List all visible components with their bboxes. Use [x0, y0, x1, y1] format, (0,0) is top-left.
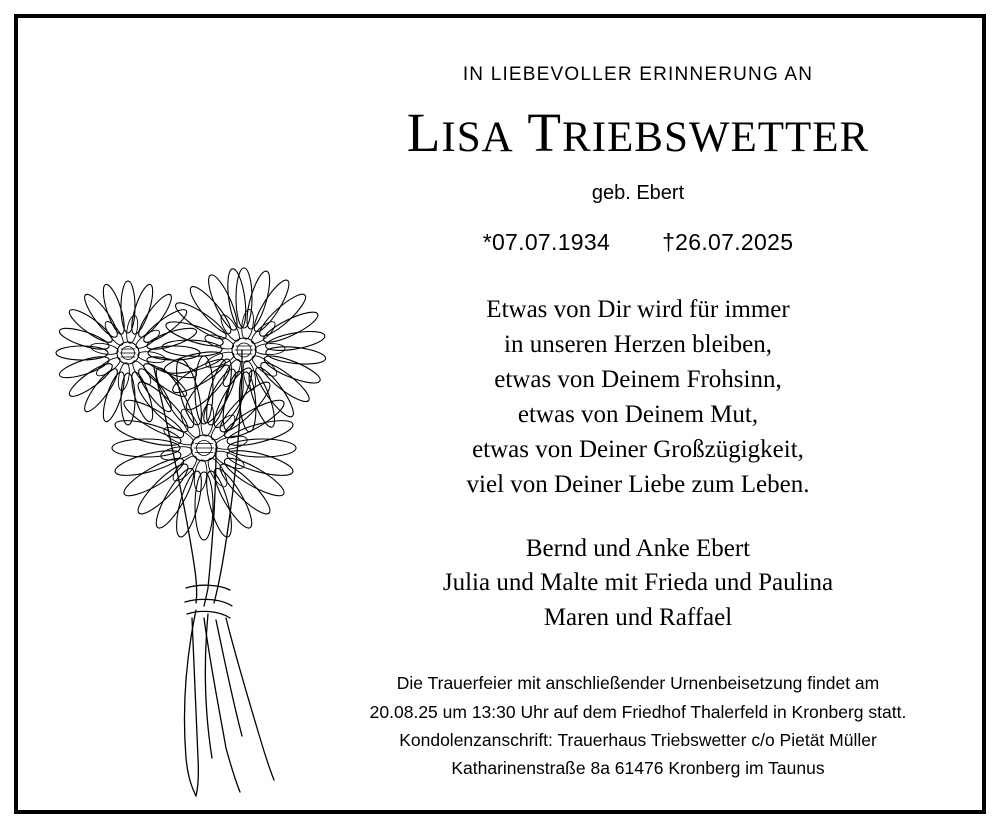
family-line: Bernd und Anke Ebert — [525, 534, 751, 562]
detail-line: Die Trauerfeier mit anschließender Urnenbeisetzung findet am — [396, 673, 880, 694]
name-last-rest: RIEBSWETTER — [562, 114, 870, 161]
obituary-border-frame — [14, 14, 986, 814]
daisy-upper-right — [162, 268, 326, 433]
daisy-lower-center — [112, 356, 296, 540]
detail-line: Kondolenzanschrift: Trauerhaus Triebswetter c/o Pietät Müller — [399, 729, 877, 750]
family-line: Julia und Malte mit Frieda und Paulina — [442, 569, 834, 597]
poem-line: etwas von Deiner Großzügigkeit, — [472, 435, 804, 463]
family-names — [318, 532, 958, 636]
name-first-rest: ISA — [441, 114, 514, 161]
name-first-initial: L — [406, 102, 442, 163]
detail-line: 20.08.25 um 13:30 Uhr auf dem Friedhof Thalerfeld in Kronberg statt. — [369, 701, 907, 722]
life-dates — [318, 229, 958, 256]
maiden-name: geb. Ebert — [591, 181, 685, 204]
birth-date: *07.07.1934 — [482, 228, 611, 255]
obituary-text-column — [318, 18, 958, 783]
death-date: †26.07.2025 — [662, 228, 794, 255]
poem-line: etwas von Deinem Mut, — [517, 400, 759, 428]
poem-line: in unseren Herzen bleiben, — [504, 330, 772, 358]
detail-line: Katharinenstraße 8a 61476 Kronberg im Taunus — [451, 758, 825, 779]
deceased-name — [318, 104, 958, 162]
family-line: Maren und Raffael — [543, 603, 733, 631]
gerbera-daisy-bouquet-icon — [46, 258, 326, 798]
memorial-poem — [318, 292, 958, 502]
poem-line: etwas von Deinem Frohsinn, — [494, 365, 782, 393]
intro-line: IN LIEBEVOLLER ERINNERUNG AN — [462, 64, 814, 85]
service-details — [318, 669, 958, 782]
name-last-initial: T — [513, 102, 563, 163]
poem-line: Etwas von Dir wird für immer — [486, 295, 790, 323]
poem-line: viel von Deiner Liebe zum Leben. — [466, 470, 810, 498]
obituary-inner — [18, 18, 982, 810]
